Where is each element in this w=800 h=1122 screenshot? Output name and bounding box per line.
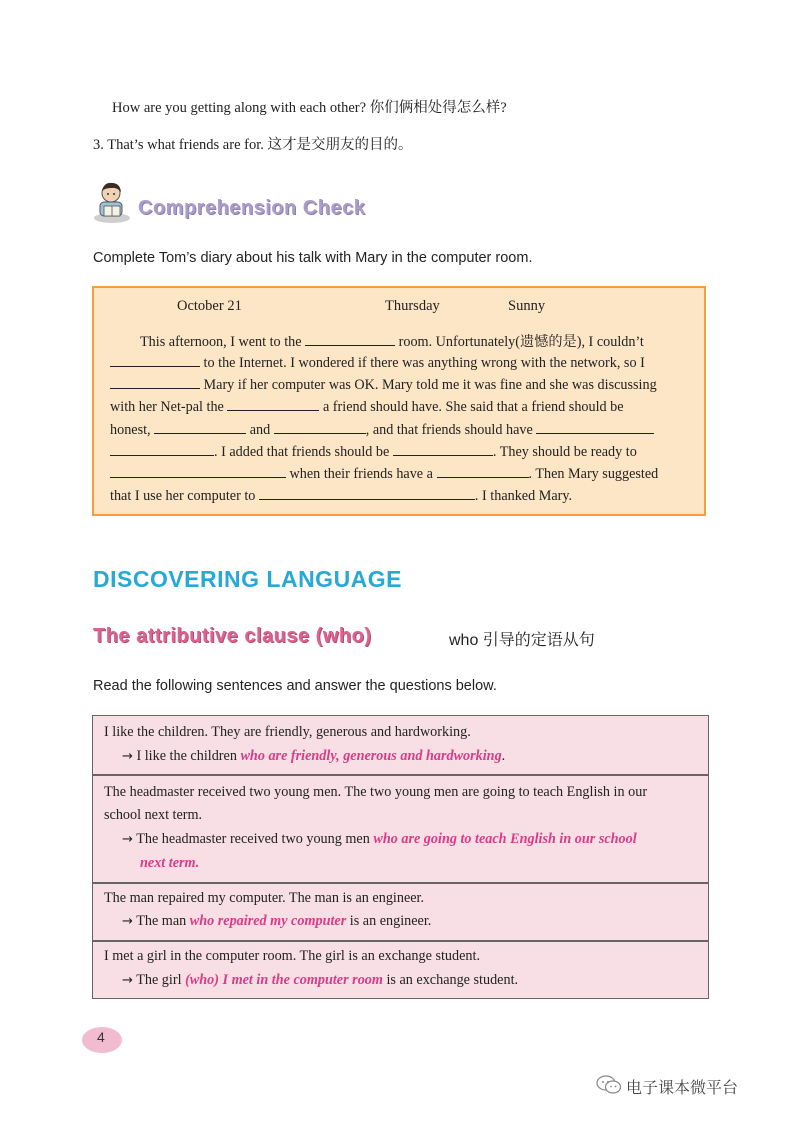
diary-text: with her Net-pal the <box>110 399 224 415</box>
example-combined <box>122 913 431 930</box>
reading-boy-icon <box>90 180 134 224</box>
blank-have[interactable] <box>536 421 654 434</box>
getting-along-sentence: How are you getting along with each other? 你们俩相处得怎么样? <box>112 100 507 116</box>
comprehension-instruction: Complete Tom’s diary about his talk with Mary in the computer room. <box>93 250 533 266</box>
arrow-icon: → <box>122 914 133 929</box>
example-text: I like the children <box>136 748 237 764</box>
diary-text: and <box>249 422 271 438</box>
example-combined <box>122 748 505 765</box>
blank-asked[interactable] <box>110 376 200 389</box>
diary-text: , and that friends should have <box>365 422 533 438</box>
diary-text: . I added that friends should be <box>214 444 390 460</box>
diary-text: that I use her computer to <box>110 488 256 504</box>
attributive-clause-title: The attributive clause (who) <box>93 625 372 647</box>
diary-line <box>110 487 572 505</box>
example-original: school next term. <box>104 807 203 823</box>
diary-text: . Then Mary suggested <box>528 466 659 482</box>
blank-ready-to[interactable] <box>110 465 286 478</box>
blank-have-cont[interactable] <box>110 443 214 456</box>
example-original: The headmaster received two young men. The two young men are going to teach English in our <box>104 784 648 800</box>
diary-line <box>140 331 644 351</box>
example-original: I like the children. They are friendly, generous and hardworking. <box>104 724 471 740</box>
watermark-text: 电子课本微平台 <box>626 1078 739 1097</box>
example-text: . <box>195 855 200 871</box>
arrow-icon: → <box>122 973 133 988</box>
blank-quality-2[interactable] <box>274 421 366 434</box>
example-original: The man repaired my computer. The man is an engineer. <box>104 890 425 906</box>
blank-should-be[interactable] <box>393 443 493 456</box>
blank-qualities[interactable] <box>227 398 319 411</box>
example-combined-cont <box>140 855 199 872</box>
diary-date: October 21 <box>177 298 242 314</box>
diary-text: honest, <box>110 422 151 438</box>
example-combined <box>122 972 518 989</box>
example-text: is an engineer. <box>349 913 432 929</box>
comprehension-check-title: Comprehension Check <box>138 197 366 219</box>
diary-text: to the Internet. I wondered if there was anything wrong with the network, so I <box>203 355 645 371</box>
read-instruction: Read the following sentences and answer the questions below. <box>93 678 497 694</box>
example-text: The girl <box>136 972 182 988</box>
blank-use-computer[interactable] <box>259 487 475 500</box>
example-text: is an exchange student. <box>386 972 519 988</box>
clause-highlight: next term <box>140 855 196 871</box>
diary-text: This afternoon, I went to the <box>140 334 302 350</box>
page-number: 4 <box>97 1029 105 1045</box>
diary-text: when their friends have a <box>289 466 433 482</box>
blank-connect[interactable] <box>110 354 200 367</box>
diary-weather: Sunny <box>508 298 546 314</box>
clause-highlight: who are going to teach English in our school <box>373 831 637 847</box>
clause-highlight: who repaired my computer <box>189 913 347 929</box>
clause-highlight: (who) I met in the computer room <box>185 972 383 988</box>
example-text: The headmaster received two young men <box>136 831 370 847</box>
blank-quality-1[interactable] <box>154 421 246 434</box>
arrow-icon: → <box>122 749 133 764</box>
blank-room-type[interactable] <box>305 333 395 346</box>
diary-text: room. Unfortunately(遗憾的是), I couldn’t <box>398 334 644 350</box>
diary-line <box>110 443 637 461</box>
example-text: . <box>501 748 506 764</box>
blank-problem[interactable] <box>437 465 529 478</box>
arrow-icon: → <box>122 832 133 847</box>
friends-for-sentence: 3. That’s what friends are for. 这才是交朋友的目的。 <box>93 137 413 153</box>
diary-line <box>110 376 657 394</box>
example-text: The man <box>136 913 187 929</box>
diary-text: . I thanked Mary. <box>474 488 573 504</box>
discovering-language-title: DISCOVERING LANGUAGE <box>93 566 403 592</box>
diary-day: Thursday <box>385 298 440 314</box>
diary-text: a friend should have. She said that a friend should be <box>322 399 624 415</box>
clause-highlight: who are friendly, generous and hardworking <box>240 748 502 764</box>
attributive-clause-subtitle: who 引导的定语从句 <box>449 632 595 649</box>
diary-line <box>110 465 658 483</box>
example-original: I met a girl in the computer room. The girl is an exchange student. <box>104 948 480 964</box>
diary-line <box>110 354 645 372</box>
diary-text: . They should be ready to <box>492 444 637 460</box>
wechat-icon <box>596 1075 622 1095</box>
diary-line <box>110 421 654 439</box>
diary-text: Mary if her computer was OK. Mary told me it was fine and she was discussing <box>203 377 657 393</box>
diary-line <box>110 398 624 416</box>
example-combined <box>122 831 637 848</box>
